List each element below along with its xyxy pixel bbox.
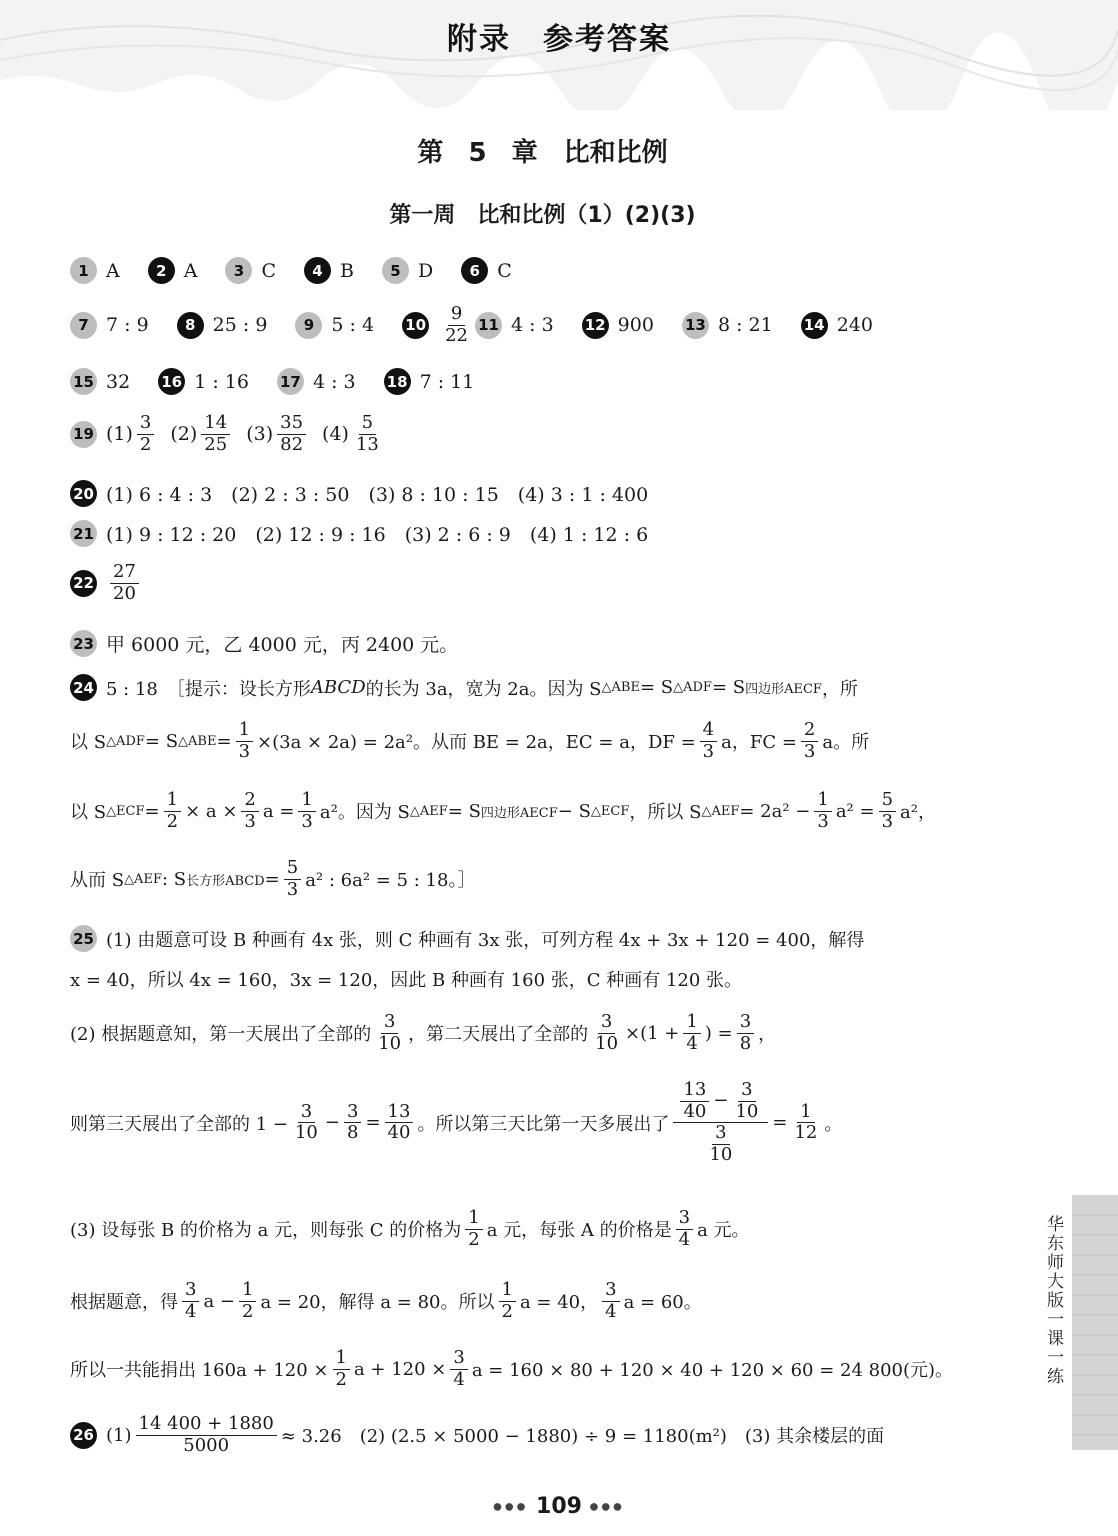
question-number: 15 <box>70 368 97 395</box>
question-number: 18 <box>384 368 411 395</box>
answer-row <box>70 257 540 284</box>
fraction: $\frac{35}{82}$ <box>277 413 306 455</box>
answer-row-23 <box>70 630 458 657</box>
answer: C <box>261 259 277 282</box>
fraction: $\frac{9}{22}$ <box>445 303 468 346</box>
text-line: 所以一共能捐出 160a + 120 × $\frac{1}{2}$ a + 120 × $\frac{3}{4}$ a = 160 × 80 + 120 × 40 + 120 × 60 = 24 800(元)。 <box>70 1347 954 1390</box>
fraction: $\frac{14}{25}$ <box>201 413 230 455</box>
answer: 1 : 16 <box>194 370 249 393</box>
answer: (1) 6 : 4 : 3 (2) 2 : 3 : 50 (3) 8 : 10 : 15 (4) 3 : 1 : 400 <box>106 484 649 506</box>
text-line: 根据题意，得 $\frac{3}{4}$ a − $\frac{1}{2}$ a = 20，解得 a = 80。所以 $\frac{1}{2}$ a = 40， $\frac{3}{4}$ a = 60。 <box>70 1279 702 1322</box>
part-label: (3) <box>246 423 274 446</box>
answer: D <box>417 259 434 282</box>
part-label: (2) <box>170 423 198 446</box>
answer-row-24: 24 5 : 18 ［提示：设长方形 ABCD 的长为 3a，宽为 2a。因为 S △ABE = S △ADF = S 四边形AECF ，所 <box>70 674 858 701</box>
answer-row <box>70 304 901 346</box>
text-line: 以 S △ECF = $\frac{1}{2}$ × a × $\frac{2}{3}$ a = $\frac{1}{3}$ a²。因为 S △AEF = S 四边形AECF − S △ECF ，所以 S △AEF = 2a² − $\frac{1}{3}$ a² = $\frac{5}{3}$ a²， <box>70 789 936 832</box>
question-number: 11 <box>475 312 502 339</box>
answer-row <box>70 368 502 395</box>
question-number: 6 <box>461 257 488 284</box>
side-tab-stripes <box>1072 1195 1118 1450</box>
question-number: 19 <box>70 421 97 448</box>
text-line: 从而 S △AEF : S 长方形ABCD = $\frac{5}{3}$ a² : 6a² = 5 : 18。］ <box>70 857 476 900</box>
chapter-title: 第 5 章 比和比例 <box>417 138 668 168</box>
answer-row-20 <box>70 480 648 507</box>
answer: 7 : 9 <box>106 314 149 337</box>
fraction: $\frac{27}{20}$ <box>110 562 139 604</box>
question-number: 25 <box>70 925 97 952</box>
question-number: 1 <box>70 257 97 284</box>
question-number: 22 <box>70 570 97 597</box>
question-number: 14 <box>801 312 828 339</box>
part-label: (4) <box>322 423 349 446</box>
answer: 甲 6000 元，乙 4000 元，丙 2400 元。 <box>106 634 459 656</box>
question-number: 17 <box>277 368 304 395</box>
question-number: 5 <box>382 257 409 284</box>
page-number-row <box>0 1494 1118 1519</box>
answer: 8 : 21 <box>717 314 773 337</box>
question-number: 24 <box>70 674 97 701</box>
text-line: x = 40，所以 4x = 160，3x = 120，因此 B 种画有 160 张，C 种画有 120 张。 <box>70 970 743 991</box>
text-line: 则第三天展出了全部的 1 − $\frac{3}{10}$ − $\frac{3}{8}$ = $\frac{13}{40}$ 。所以第三天比第一天多展出了 $\frac{13}{40}$ − $\frac{3}{10}$ $\frac{3}{10}$ = $\frac{1}{12}$ 。 <box>70 1079 843 1166</box>
answer: 240 <box>836 314 873 337</box>
question-number: 7 <box>70 312 97 339</box>
answer: 4 : 3 <box>312 370 356 393</box>
question-number: 2 <box>148 257 175 284</box>
answer: A <box>106 259 120 282</box>
dots-decoration: ●●● <box>493 1501 529 1513</box>
question-number: 9 <box>295 312 322 339</box>
fraction: $\frac{3}{2}$ <box>137 413 154 455</box>
side-tab <box>1072 1195 1118 1450</box>
answer: (1) 9 : 12 : 20 (2) 12 : 9 : 16 (3) 2 : 6 : 9 (4) 1 : 12 : 6 <box>106 524 649 546</box>
answer-row-25: 25 (1) 由题意可设 B 种画有 4x 张，则 C 种画有 3x 张，可列方程 4x + 3x + 120 = 400，解得 <box>70 925 864 952</box>
question-number: 20 <box>70 480 97 507</box>
answer-row-19 <box>70 413 386 455</box>
question-number: 13 <box>682 312 709 339</box>
question-number: 16 <box>158 368 185 395</box>
answer: 5 : 4 <box>331 314 375 337</box>
text-line: 以 S △ADF = S △ABE = $\frac{1}{3}$ ×(3a × 2a) = 2a²。从而 BE = 2a，EC = a，DF = $\frac{4}{3}$ a，FC = $\frac{2}{3}$ a。所 <box>70 719 870 762</box>
question-number: 3 <box>225 257 252 284</box>
question-number: 12 <box>582 312 609 339</box>
answer: A <box>183 259 198 282</box>
answer: 7 : 11 <box>419 370 475 393</box>
section-title: 第一周 比和比例（1）(2)(3) <box>389 203 696 228</box>
answer: 900 <box>617 314 654 337</box>
part-label: (1) <box>106 423 133 446</box>
fraction: $\frac{5}{13}$ <box>355 412 379 455</box>
question-number: 21 <box>70 520 97 547</box>
answer: 4 : 3 <box>511 314 554 337</box>
question-number: 26 <box>70 1422 97 1449</box>
dots-decoration: ●●● <box>589 1501 625 1513</box>
question-number: 8 <box>177 312 204 339</box>
answer: 32 <box>106 370 131 393</box>
text-line: (3) 设每张 B 的价格为 a 元，则每张 C 的价格为 $\frac{1}{2}$ a 元，每张 A 的价格是 $\frac{3}{4}$ a 元。 <box>70 1207 750 1250</box>
appendix-title: 附录 参考答案 <box>447 22 671 57</box>
answer-row-21 <box>70 520 648 547</box>
answer-row-26: 26 (1) $\frac{14 400 + 1880}{5000}$ ≈ 3.26 (2) (2.5 × 5000 − 1880) ÷ 9 = 1180(m²) (3) 其余楼层的面 <box>70 1414 884 1456</box>
answer-row-22 <box>70 562 143 604</box>
text-line: (2) 根据题意知，第一天展出了全部的 $\frac{3}{10}$ ，第二天展出了全部的 $\frac{3}{10}$ ×(1 + $\frac{1}{4}$ ) = $\frac{3}{8}$ ， <box>70 1011 777 1054</box>
answer: 25 : 9 <box>212 314 268 337</box>
page-number: 109 <box>536 1494 582 1519</box>
answer: C <box>497 259 512 282</box>
answer: B <box>340 259 354 282</box>
question-number: 23 <box>70 630 97 657</box>
question-number: 4 <box>304 257 331 284</box>
compound-fraction: $\frac{13}{40}$ − $\frac{3}{10}$ $\frac{3}{10}$ <box>673 1080 768 1166</box>
question-number: 10 <box>402 312 429 339</box>
side-tab-label: 华东师大版一课一练 <box>1043 1215 1063 1386</box>
